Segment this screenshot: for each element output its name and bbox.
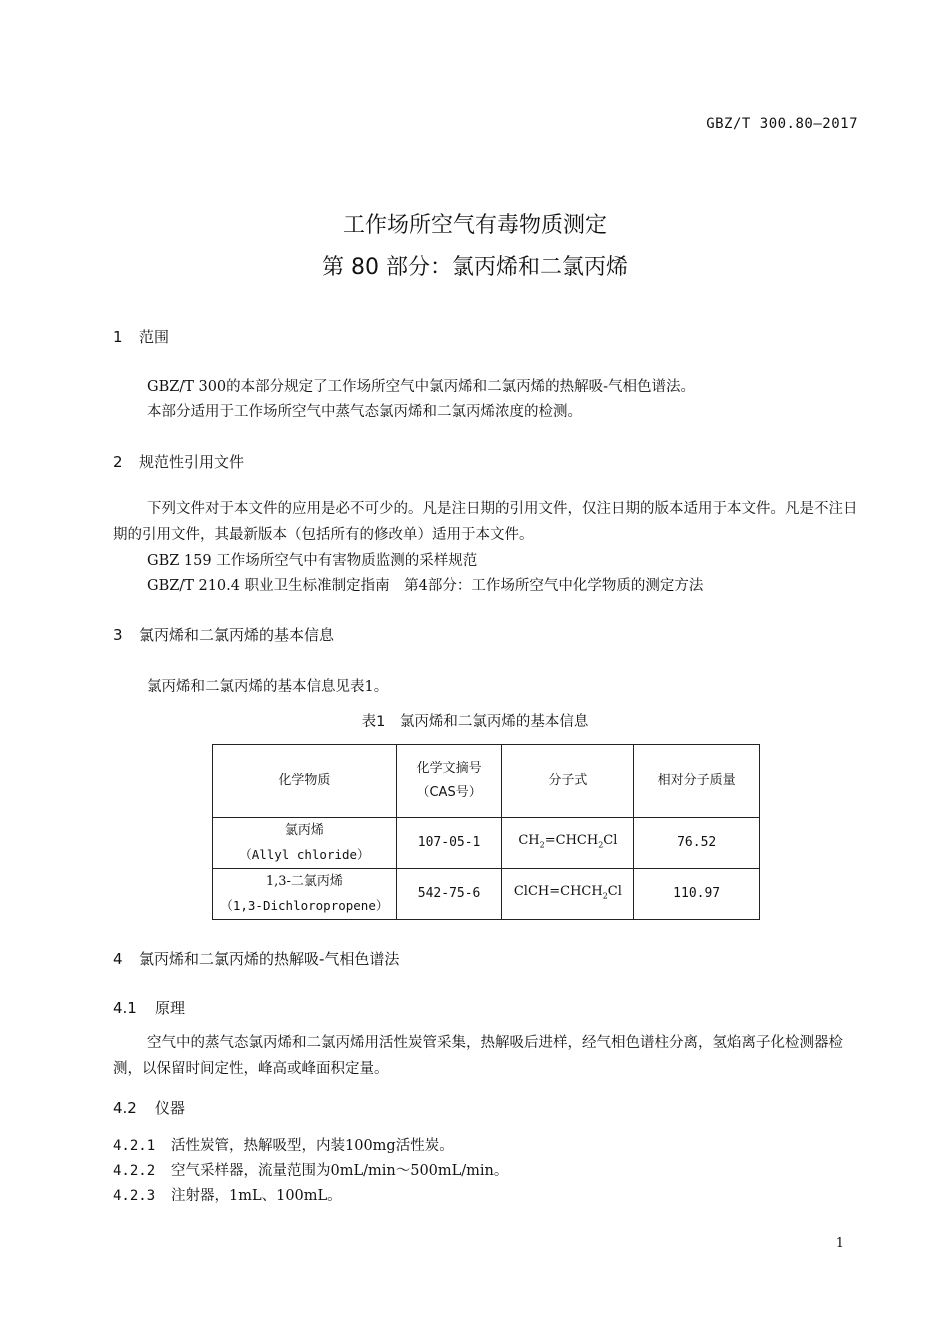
subclause-item: 4.2.1 活性炭管，热解吸型，内装100mg活性炭。 xyxy=(113,1138,454,1154)
section-number: 2 xyxy=(113,453,123,471)
cell-cas: 542-75-6 xyxy=(396,869,502,920)
section-number: 3 xyxy=(113,626,123,644)
section-4-heading xyxy=(113,948,399,969)
section-2-heading xyxy=(113,451,244,472)
reference-item: GBZ/T 210.4 职业卫生标准制定指南 第4部分：工作场所空气中化学物质的测定方法 xyxy=(147,578,704,594)
section-title: 仪器 xyxy=(155,1099,186,1117)
section-3-heading xyxy=(113,624,334,645)
page-number: 1 xyxy=(835,1236,844,1251)
cell-formula: $CH_2=CHCH_2Cl$ xyxy=(502,818,634,869)
cell-cas: 107-05-1 xyxy=(396,818,502,869)
section-title: 原理 xyxy=(155,999,186,1017)
paragraph: 本部分适用于工作场所空气中蒸气态氯丙烯和二氯丙烯浓度的检测。 xyxy=(147,404,582,420)
standard-number: GBZ/T 300.80—2017 xyxy=(706,116,858,132)
section-4-2-heading xyxy=(113,1097,185,1118)
section-number: 4 xyxy=(113,950,123,968)
cell-molecular-weight: 76.52 xyxy=(634,818,760,869)
section-1-heading xyxy=(113,326,169,347)
cell-molecular-weight: 110.97 xyxy=(634,869,760,920)
section-title: 范围 xyxy=(139,328,170,346)
section-title: 氯丙烯和二氯丙烯的基本信息 xyxy=(139,626,335,644)
cell-substance: 1,3-二氯丙烯 （1,3-Dichloropropene） xyxy=(213,869,397,920)
header-substance: 化学物质 xyxy=(213,745,397,818)
section-number: 4.1 xyxy=(113,999,137,1017)
reference-item: GBZ 159 工作场所空气中有害物质监测的采样规范 xyxy=(147,553,478,569)
table-row xyxy=(213,818,760,869)
document-title-line1: 工作场所空气有毒物质测定 xyxy=(342,213,607,238)
document-title-line2: 第 80 部分：氯丙烯和二氯丙烯 xyxy=(322,255,628,280)
cell-formula: $ClCH=CHCH_2Cl$ xyxy=(502,869,634,920)
table-row xyxy=(213,869,760,920)
header-molecular-weight: 相对分子质量 xyxy=(634,745,760,818)
paragraph: 氯丙烯和二氯丙烯的基本信息见表1。 xyxy=(147,679,389,695)
header-formula: 分子式 xyxy=(502,745,634,818)
section-title: 规范性引用文件 xyxy=(139,453,245,471)
subclause-item: 4.2.3 注射器，1mL、100mL。 xyxy=(113,1188,342,1204)
paragraph: 空气中的蒸气态氯丙烯和二氯丙烯用活性炭管采集，热解吸后进样，经气相色谱柱分离，氢焰离子化检测器检测，以保留时间定性，峰高或峰面积定量。 xyxy=(113,1035,843,1077)
section-number: 4.2 xyxy=(113,1099,137,1117)
cell-substance: 氯丙烯 （Allyl chloride） xyxy=(213,818,397,869)
subclause-item: 4.2.2 空气采样器，流量范围为0mL/min～500mL/min。 xyxy=(113,1163,509,1179)
table-caption: 表1 氯丙烯和二氯丙烯的基本信息 xyxy=(361,714,589,730)
header-cas: 化学文摘号 （CAS号） xyxy=(396,745,502,818)
table-header-row xyxy=(213,745,760,818)
section-4-1-heading xyxy=(113,997,185,1018)
paragraph: GBZ/T 300的本部分规定了工作场所空气中氯丙烯和二氯丙烯的热解吸-气相色谱法。 xyxy=(147,379,696,395)
paragraph: 下列文件对于本文件的应用是必不可少的。凡是注日期的引用文件，仅注日期的版本适用于本文件。凡是不注日期的引用文件，其最新版本（包括所有的修改单）适用于本文件。 xyxy=(113,501,858,543)
basic-info-table xyxy=(212,744,760,920)
section-title: 氯丙烯和二氯丙烯的热解吸-气相色谱法 xyxy=(139,950,400,968)
section-number: 1 xyxy=(113,328,123,346)
